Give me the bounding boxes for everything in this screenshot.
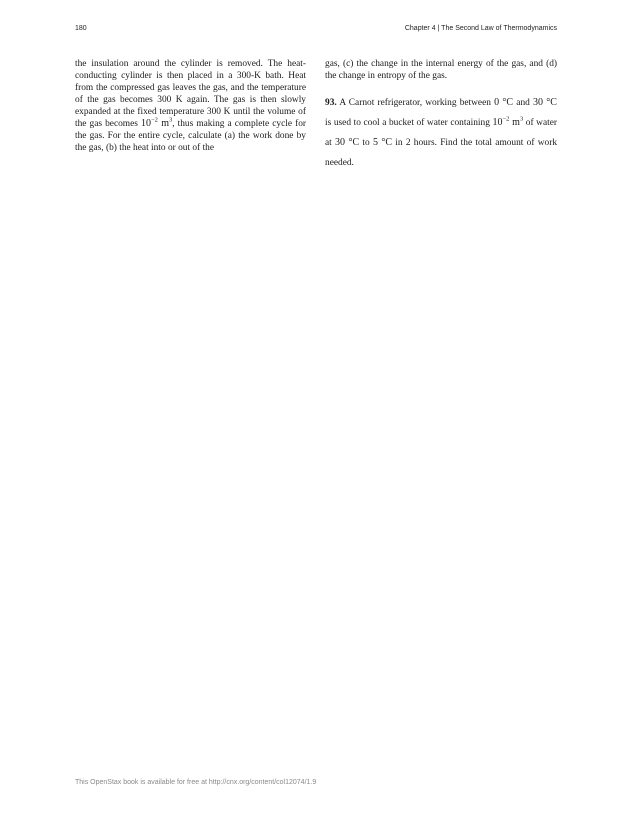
problem-92-end: gas, (c) the change in the internal energy of the gas, and (d) the change in entropy of the gas. xyxy=(325,59,557,81)
left-text-1: the insulation around the cylinder is removed. The heat-conducting cylinder is then placed in a 300-K bath. Heat from the compressed gas leaves the gas, and the temperature of the gas becomes 300 K again. The gas is then slowly expanded at the fixed temperature 300 K until the volume of the gas becomes xyxy=(75,59,306,129)
temperature-end: 5 °C xyxy=(372,137,393,148)
temperature-high: 30 °C xyxy=(532,97,557,108)
left-column xyxy=(75,58,306,154)
left-text-2: , thus making a complete cycle for the gas. For the entire cycle, calculate (a) the work done by the gas, (b) the heat into or out of the xyxy=(75,119,307,153)
problem-number: 93. xyxy=(325,98,337,108)
volume-expression: $10^{-2}$ $m^3$ xyxy=(141,116,173,129)
problem-93: 93. A Carnot refrigerator, working between 0 °C and 30 °C is used to cool a bucket of water containing $10^{-2}$ $m^3$ of water at 30 °C to 5 °C in 2 hours. Find the total amount of work needed. xyxy=(325,97,558,168)
page-footer: This OpenStax book is available for free at http://cnx.org/content/col12074/1.9 xyxy=(75,779,317,786)
chapter-title: Chapter 4 | The Second Law of Thermodynamics xyxy=(404,25,557,32)
page-number: 180 xyxy=(75,25,87,32)
right-column xyxy=(325,58,557,173)
water-volume: $10^{-2}$ $m^3$ xyxy=(492,115,524,128)
page-header xyxy=(75,25,557,37)
temperature-start: 30 °C xyxy=(335,137,360,148)
temperature-low: 0 °C xyxy=(494,97,514,108)
problem-92-continuation xyxy=(75,58,306,154)
